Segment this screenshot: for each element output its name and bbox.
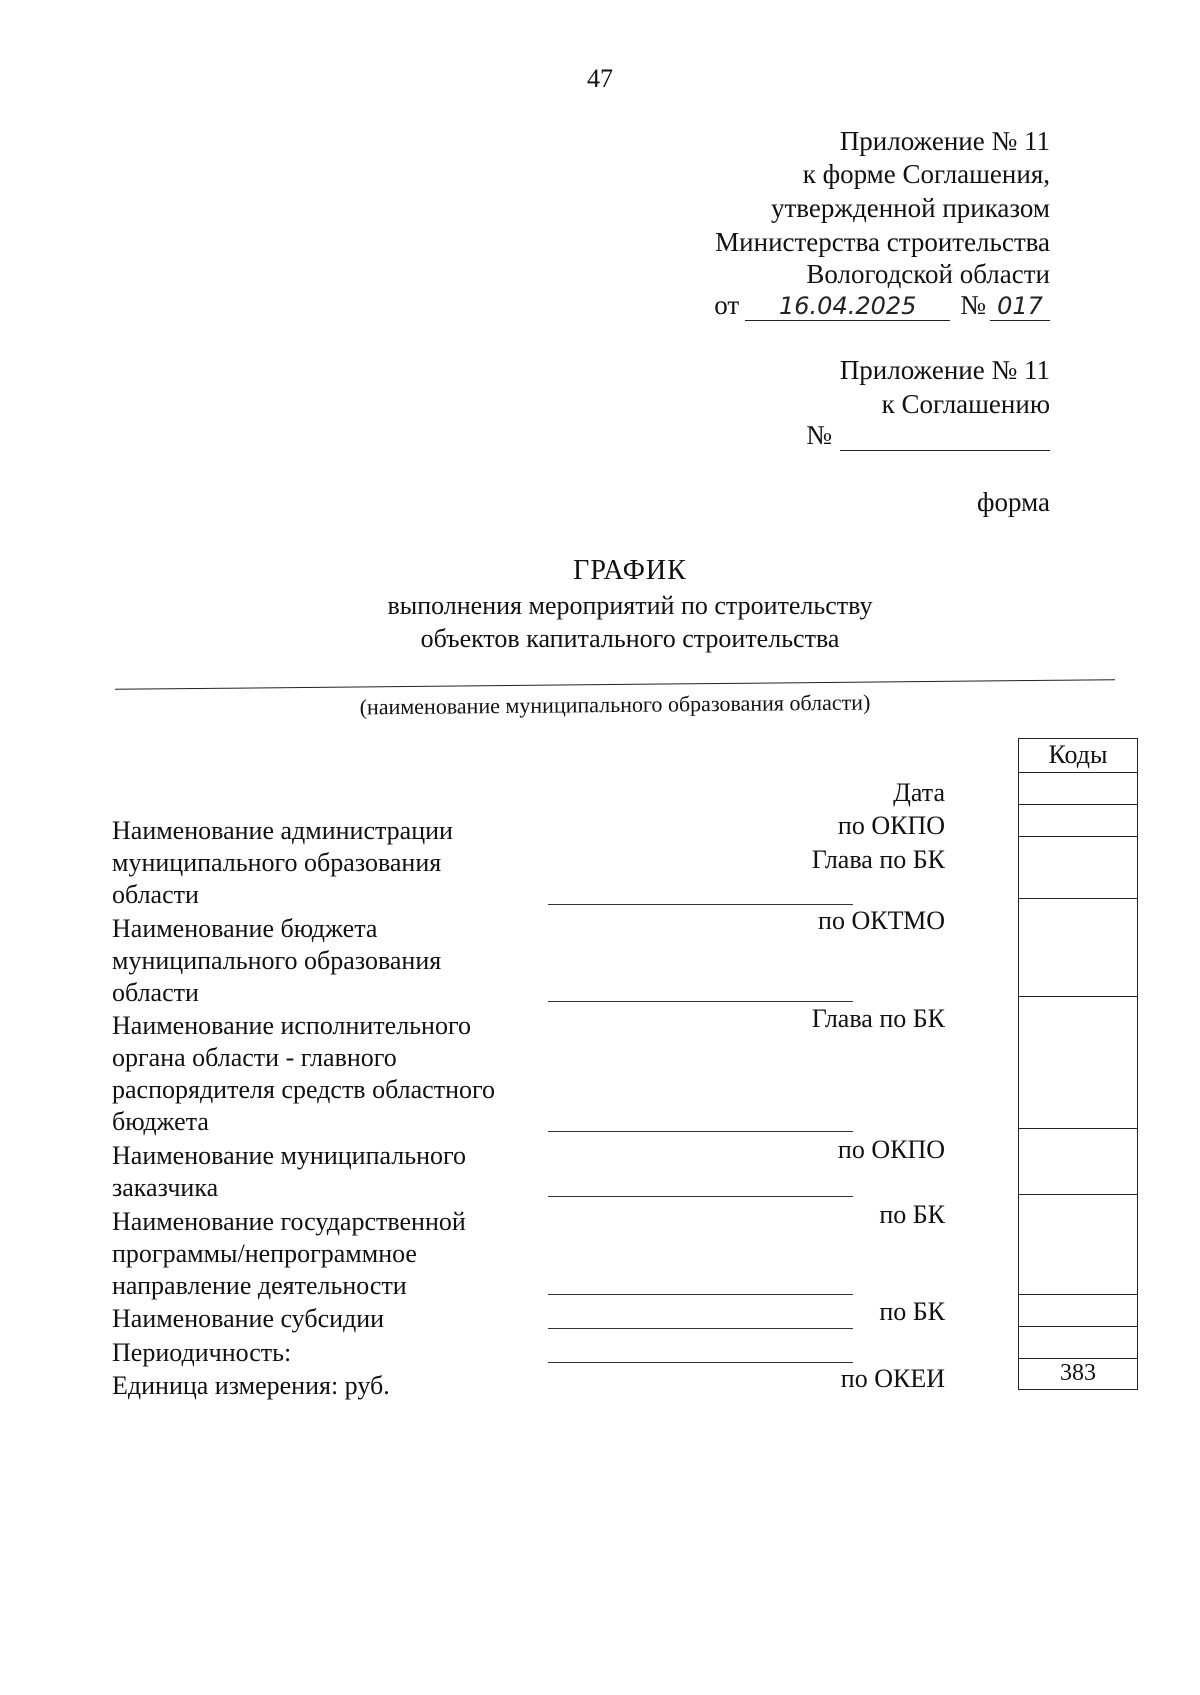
number-prefix: №	[960, 290, 986, 320]
code-okei-cell[interactable]: 383	[1018, 1358, 1138, 1390]
executive-body-field[interactable]	[548, 1131, 853, 1132]
label-bk-2: по БК	[879, 1297, 945, 1326]
administration-field[interactable]	[548, 904, 853, 905]
header-line-3: утвержденной приказом	[770, 193, 1050, 223]
document-subtitle-1: выполнения мероприятий по строительству	[387, 591, 873, 620]
label-subsidy: Наименование субсидии	[112, 1304, 385, 1333]
code-glava-bk-2-cell[interactable]	[1018, 996, 1138, 1129]
code-okpo-2-cell[interactable]	[1018, 1128, 1138, 1195]
form-label: форма	[977, 487, 1050, 517]
label-glava-bk-1: Глава по БК	[811, 845, 945, 874]
label-date: Дата	[893, 778, 945, 807]
page-number: 47	[587, 64, 613, 93]
label-oktmo: по ОКТМО	[818, 906, 945, 935]
annex-line-1: Приложение № 11	[839, 355, 1050, 385]
program-field[interactable]	[548, 1294, 853, 1295]
header-line-5: Вологодской области	[806, 259, 1050, 289]
header-line-1: Приложение № 11	[839, 126, 1050, 156]
customer-field[interactable]	[548, 1196, 853, 1197]
header-line-4: Министерства строительства	[715, 227, 1050, 257]
label-administration: Наименование администрации муниципального образования области	[112, 816, 453, 909]
label-budget: Наименование бюджета муниципального образования области	[112, 914, 442, 1007]
code-date-cell[interactable]	[1018, 772, 1138, 805]
agreement-number-row	[806, 420, 1050, 451]
code-bk-2-cell[interactable]	[1018, 1294, 1138, 1327]
label-glava-bk-2: Глава по БК	[811, 1004, 945, 1033]
codes-header: Коды	[1018, 738, 1138, 773]
annex-line-2: к Соглашению	[881, 389, 1050, 419]
label-bk-1: по БК	[879, 1200, 945, 1229]
code-oktmo-cell[interactable]	[1018, 898, 1138, 997]
document-subtitle-2: объектов капитального строительства	[420, 624, 840, 653]
date-prefix: от	[714, 290, 740, 320]
order-date-row	[714, 290, 1050, 321]
label-okei: по ОКЕИ	[840, 1364, 945, 1393]
code-bk-1-cell[interactable]	[1018, 1194, 1138, 1295]
label-customer: Наименование муниципального заказчика	[112, 1141, 467, 1202]
subsidy-field[interactable]	[548, 1328, 853, 1329]
label-okpo-1: по ОКПО	[837, 811, 945, 840]
municipality-caption: (наименование муниципального образования области)	[359, 689, 871, 720]
label-executive-body: Наименование исполнительного органа области - главного распорядителя средств областного бюджета	[112, 1011, 496, 1136]
label-okpo-2: по ОКПО	[837, 1135, 945, 1164]
label-unit: Единица измерения: руб.	[112, 1371, 390, 1400]
label-program: Наименование государственной программы/непрограммное направление деятельности	[112, 1207, 466, 1300]
order-number-field[interactable]: 017	[990, 292, 1050, 321]
document-title: ГРАФИК	[573, 555, 687, 586]
label-periodicity: Периодичность:	[112, 1338, 292, 1367]
header-line-2: к форме Соглашения,	[802, 159, 1050, 189]
periodicity-field[interactable]	[548, 1362, 853, 1363]
code-glava-bk-1-cell[interactable]	[1018, 836, 1138, 899]
code-okpo-1-cell[interactable]	[1018, 804, 1138, 837]
agreement-number-field[interactable]	[840, 422, 1050, 451]
agreement-number-prefix: №	[806, 420, 832, 450]
budget-field[interactable]	[548, 1001, 853, 1002]
code-periodicity-cell[interactable]	[1018, 1326, 1138, 1359]
order-date-field[interactable]: 16.04.2025	[745, 292, 950, 321]
